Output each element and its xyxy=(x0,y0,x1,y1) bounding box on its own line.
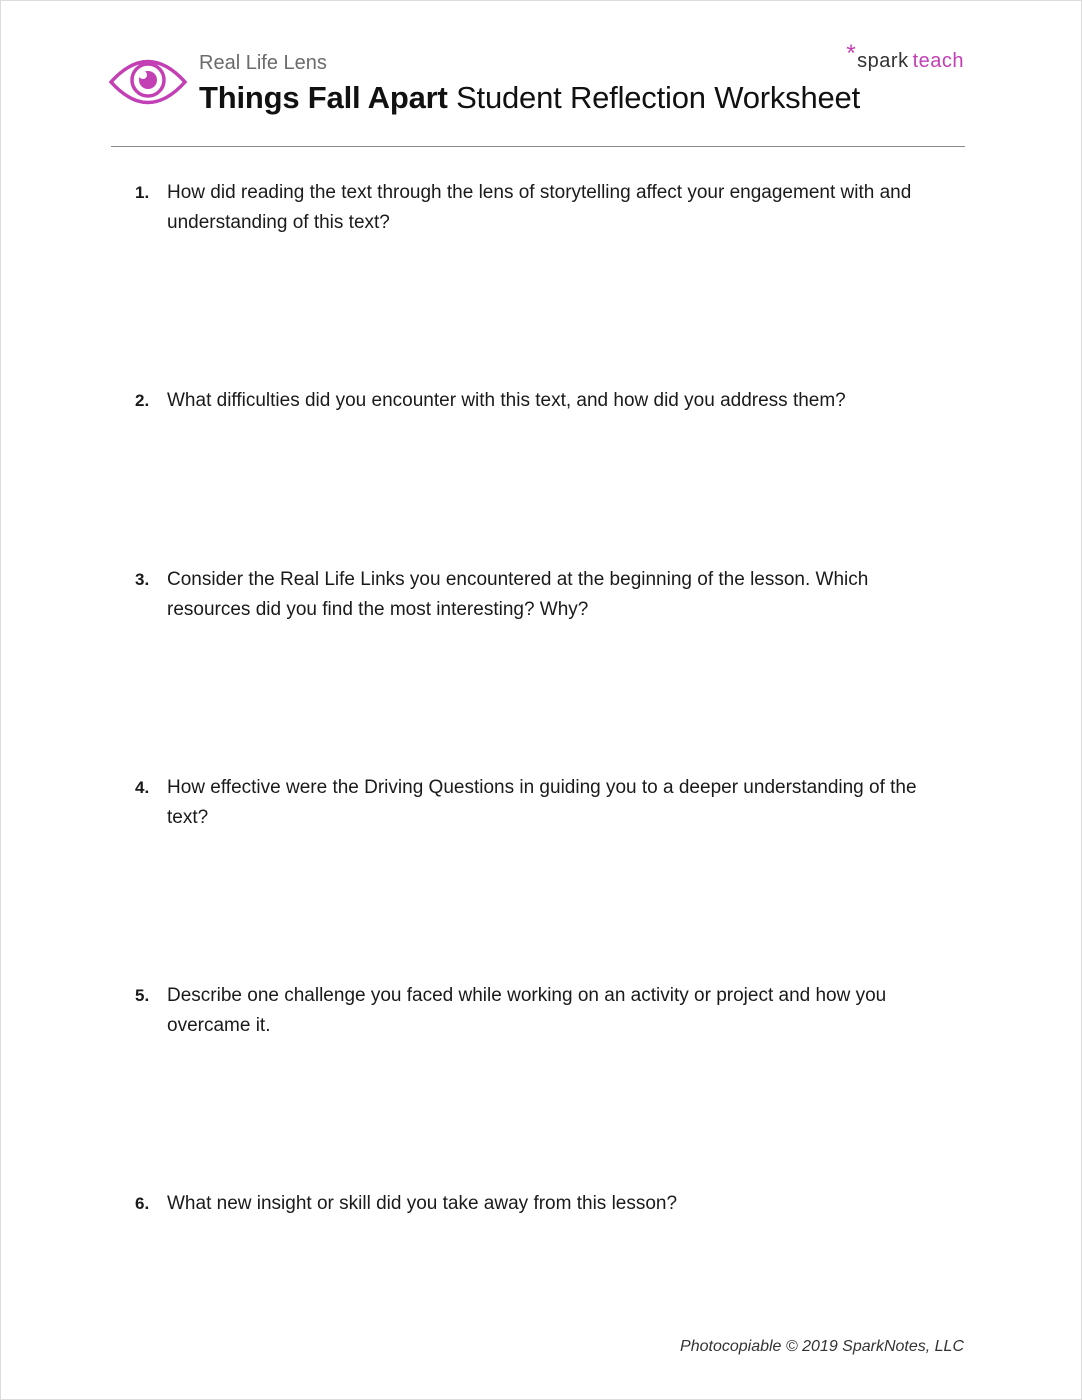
question-text: Describe one challenge you faced while working on an activity or project and how you overcame it. xyxy=(167,985,887,1036)
subtitle: Real Life Lens xyxy=(199,52,327,74)
page-title xyxy=(199,80,860,116)
question-text: What new insight or skill did you take away from this lesson? xyxy=(167,1193,678,1214)
question-3 xyxy=(135,565,935,624)
header-divider xyxy=(111,146,965,147)
question-text: What difficulties did you encounter with this text, and how did you address them? xyxy=(167,390,846,411)
sparkteach-logo xyxy=(846,40,964,74)
title-book: Things Fall Apart xyxy=(199,80,448,115)
question-text: How did reading the text through the lens of storytelling affect your engagement with and understanding of this text? xyxy=(167,182,912,233)
question-text: How effective were the Driving Questions in guiding you to a deeper understanding of the text? xyxy=(167,777,917,828)
brand-spark: spark xyxy=(857,50,909,72)
brand-teach: teach xyxy=(912,50,964,72)
brand-asterisk: * xyxy=(846,40,857,67)
question-number: 3. xyxy=(135,570,150,589)
question-2 xyxy=(135,386,935,416)
question-1 xyxy=(135,178,935,237)
question-number: 5. xyxy=(135,986,150,1005)
question-6 xyxy=(135,1189,935,1219)
question-number: 2. xyxy=(135,391,150,410)
question-5 xyxy=(135,981,935,1040)
eye-icon xyxy=(108,53,188,111)
question-text: Consider the Real Life Links you encountered at the beginning of the lesson. Which resources did you find the most interesting? Why? xyxy=(167,569,869,620)
question-number: 1. xyxy=(135,183,150,202)
title-worksheet: Student Reflection Worksheet xyxy=(456,80,861,115)
question-4 xyxy=(135,773,935,832)
copyright-footer: Photocopiable © 2019 SparkNotes, LLC xyxy=(680,1338,964,1355)
question-number: 6. xyxy=(135,1194,150,1213)
question-number: 4. xyxy=(135,778,150,797)
